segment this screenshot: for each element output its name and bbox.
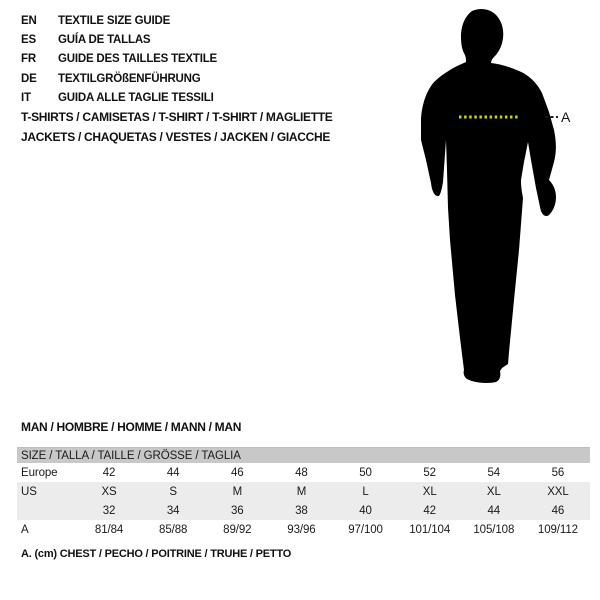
size-cell: 36	[231, 504, 244, 517]
language-title: GUÍA DE TALLAS	[58, 34, 151, 47]
size-cell: 101/104	[409, 523, 451, 536]
language-title: GUIDA ALLE TAGLIE TESSILI	[58, 92, 214, 105]
size-table	[17, 447, 590, 539]
language-row	[21, 11, 217, 30]
size-cell: L	[362, 485, 369, 498]
size-cell: 40	[359, 504, 372, 517]
size-cell: 34	[166, 504, 180, 517]
category-line-tshirts: T-SHIRTS / CAMISETAS / T-SHIRT / T-SHIRT / MAGLIETTE	[21, 110, 333, 124]
language-code: EN	[21, 14, 37, 27]
size-cell: 38	[295, 504, 308, 517]
language-row	[21, 89, 217, 108]
language-title: TEXTILGRÖßENFÜHRUNG	[58, 72, 201, 85]
size-cell: 54	[487, 466, 501, 479]
size-cell: 46	[551, 504, 565, 517]
size-cell: 42	[102, 466, 116, 479]
size-cell: 46	[231, 466, 244, 479]
language-title: TEXTILE SIZE GUIDE	[58, 14, 171, 27]
size-table-header: SIZE / TALLA / TAILLE / GRÖSSE / TAGLIA	[17, 447, 590, 463]
table-row-us	[17, 482, 590, 501]
row-label: A	[21, 523, 29, 536]
size-cell: M	[296, 485, 307, 498]
language-row	[21, 69, 217, 88]
size-cell: 97/100	[348, 523, 383, 536]
section-title: MAN / HOMBRE / HOMME / MANN / MAN	[21, 420, 242, 434]
measure-label-a: A	[561, 109, 571, 125]
man-figure	[390, 0, 600, 400]
size-cell: 52	[423, 466, 436, 479]
size-cell: 42	[423, 504, 436, 517]
category-list	[21, 107, 333, 147]
size-cell: 32	[102, 504, 116, 517]
size-cell: 93/96	[287, 523, 316, 536]
language-code: DE	[21, 72, 37, 85]
size-cell: 44	[487, 504, 501, 517]
size-cell: 48	[295, 466, 308, 479]
language-title: GUIDE DES TAILLES TEXTILE	[58, 53, 217, 66]
size-cell: 81/84	[94, 523, 124, 536]
size-cell: XL	[422, 485, 437, 498]
size-cell: 105/108	[473, 523, 515, 536]
language-row	[21, 50, 217, 69]
man-silhouette-icon	[421, 9, 556, 383]
size-cell: 56	[551, 466, 565, 479]
size-cell: XXL	[547, 485, 569, 498]
footnote-chest-measure: A. (cm) CHEST / PECHO / POITRINE / TRUHE / PETTO	[21, 548, 292, 560]
language-code: ES	[21, 34, 36, 47]
table-row-numeric	[17, 501, 590, 520]
size-cell: M	[232, 485, 243, 498]
size-cell: 50	[359, 466, 372, 479]
language-code: FR	[21, 53, 36, 66]
size-cell: 89/92	[223, 523, 252, 536]
size-cell: 85/88	[159, 523, 188, 536]
language-code: IT	[21, 92, 31, 105]
size-cell: S	[169, 485, 177, 498]
size-cell: XL	[486, 485, 501, 498]
table-row-europe	[17, 463, 590, 482]
size-cell: 44	[166, 466, 180, 479]
language-row	[21, 30, 217, 49]
size-cell: XS	[101, 485, 117, 498]
size-cell: 109/112	[537, 523, 578, 536]
row-label: Europe	[21, 466, 58, 479]
language-list	[21, 11, 217, 108]
row-label: US	[21, 485, 37, 498]
table-row-chest	[17, 520, 590, 539]
category-line-jackets: JACKETS / CHAQUETAS / VESTES / JACKEN / GIACCHE	[21, 130, 331, 144]
